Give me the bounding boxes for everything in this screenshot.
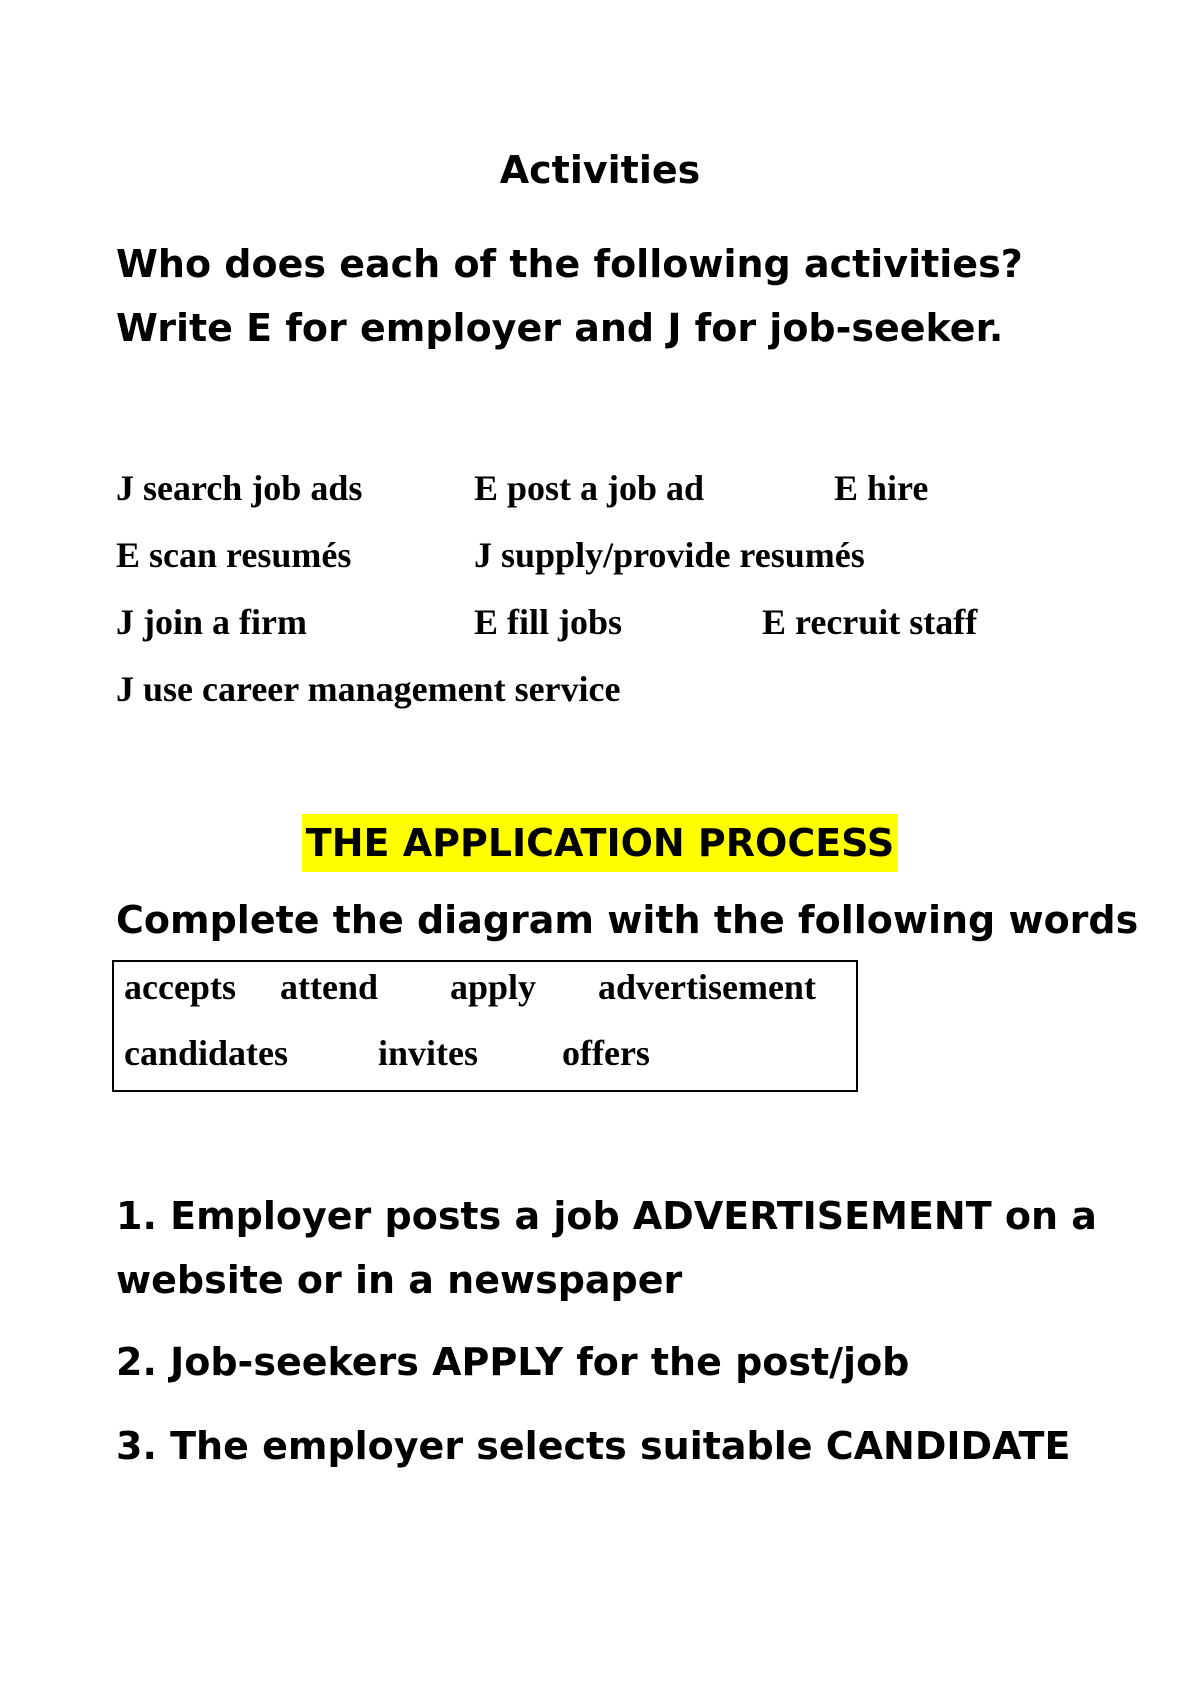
word-box-item: accepts: [124, 967, 236, 1007]
activity-item: J use career management service: [116, 669, 621, 709]
activity-item: J supply/provide resumés: [474, 535, 865, 575]
section-heading-container: [0, 814, 1200, 872]
word-box-item: attend: [280, 967, 378, 1007]
word-box-item: offers: [562, 1033, 650, 1073]
word-box-item: apply: [450, 967, 537, 1007]
activity-item: J search job ads: [116, 468, 363, 508]
activity-item: E post a job ad: [474, 468, 705, 508]
process-step: 2. Job-seekers APPLY for the post/job: [116, 1340, 910, 1384]
word-box-item: advertisement: [598, 967, 816, 1007]
activity-item: E recruit staff: [762, 602, 978, 642]
activity-item: J join a firm: [116, 602, 307, 642]
word-box-item: invites: [378, 1033, 479, 1073]
complete-instruction: Complete the diagram with the following words: [116, 898, 1139, 942]
activity-item: E fill jobs: [474, 602, 623, 642]
activity-item: E scan resumés: [116, 535, 352, 575]
activity-item: E hire: [834, 468, 929, 508]
page-title: Activities: [499, 148, 701, 192]
process-step: 1. Employer posts a job ADVERTISEMENT on a website or in a newspaper: [116, 1194, 1097, 1302]
word-box-item: candidates: [124, 1033, 289, 1073]
activity-instructions: Who does each of the following activities? Write E for employer and J for job-seeker.: [116, 242, 1023, 350]
section-heading: THE APPLICATION PROCESS: [302, 814, 898, 872]
word-box: [112, 960, 858, 1092]
process-step: 3. The employer selects suitable CANDIDATE: [116, 1424, 1071, 1468]
